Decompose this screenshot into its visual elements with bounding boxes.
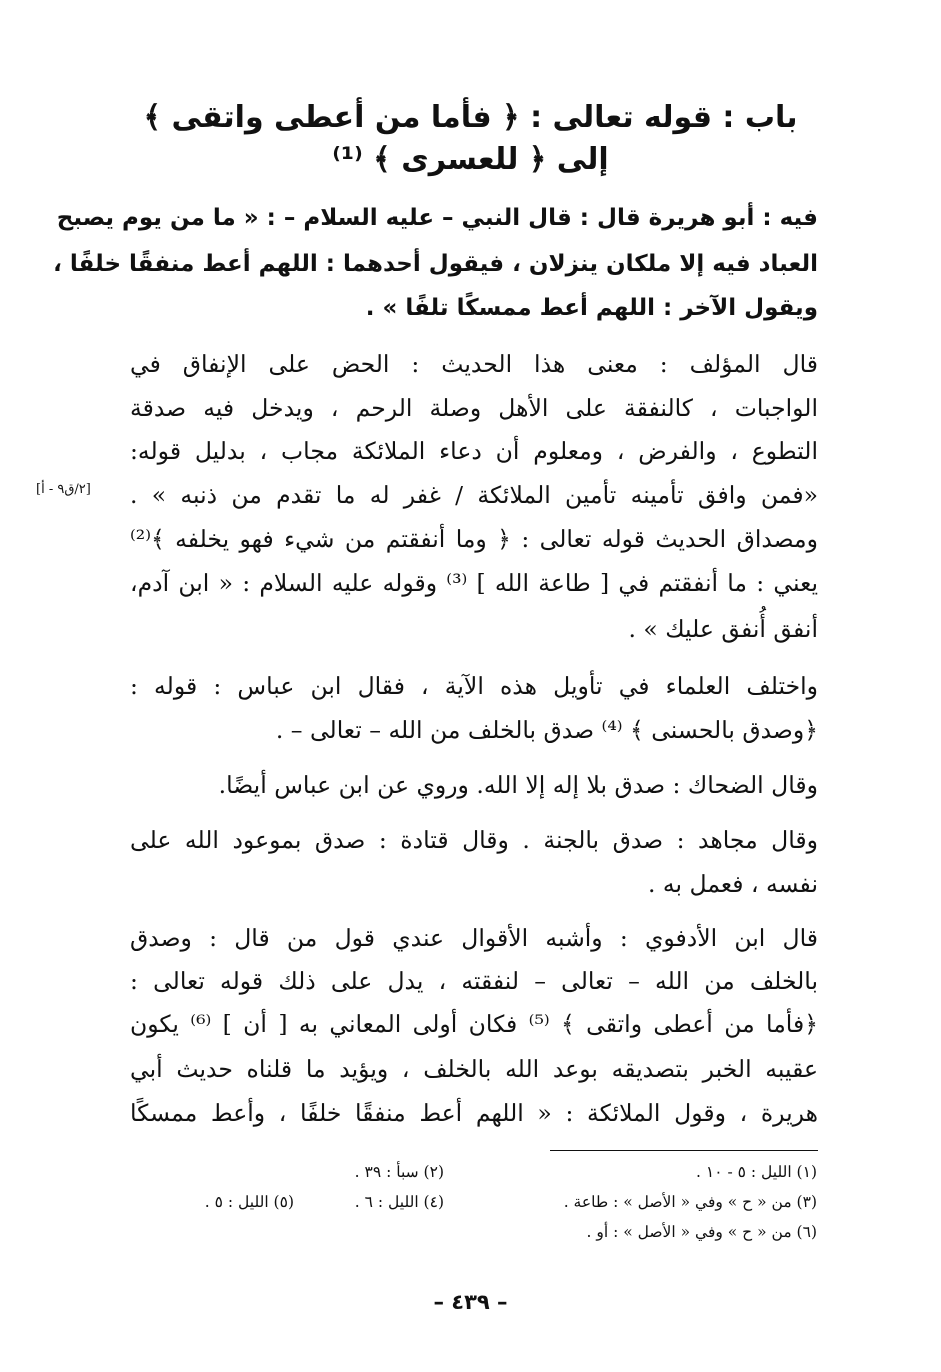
footnote-6: (٦) من « ح » وفي « الأصل » : أو .	[586, 1223, 817, 1241]
text-line-5: الواجبات ، كالنفقة على الأهل وصلة الرحم ، ويدخل فيه صدقة	[130, 394, 818, 422]
text-line-13: وقال الضحاك : صدق بلا إله إلا الله. وروي عن ابن عباس أيضًا.	[218, 771, 818, 799]
text-line-16: قال ابن الأدفوي : وأشبه الأقوال عندي قول من قال : وصدق	[130, 924, 818, 952]
text-line-8: ومصداق الحديث قوله تعالى : ﴿ وما أنفقتم من شيء فهو يخلفه ﴾⁽²⁾	[130, 525, 818, 553]
chapter-title-line-1: باب : قوله تعالى : ﴿ فأما من أعطى واتقى ﴾	[143, 100, 798, 135]
footnote-5: (٥) الليل : ٥ .	[204, 1193, 294, 1211]
footnote-1: (١) الليل : ٥ - ١٠ .	[696, 1163, 817, 1181]
hadith-line-1: فيه : أبو هريرة قال : قال النبي – عليه السلام – : « ما من يوم يصبح	[56, 205, 818, 231]
footnote-4: (٤) الليل : ٦ .	[354, 1193, 444, 1211]
text-line-4: قال المؤلف : معنى هذا الحديث : الحض على الإنفاق في	[130, 350, 818, 378]
text-line-15: نفسه ، فعمل به .	[647, 870, 818, 898]
hadith-line-2: العباد فيه إلا ملكان ينزلان ، فيقول أحدهما : اللهم أعط منفقًا خلفًا ،	[53, 251, 818, 277]
text-line-20: هريرة ، وقول الملائكة : « اللهم أعط منفقًا خلفًا ، وأعط ممسكًا	[130, 1099, 818, 1127]
footnote-separator	[550, 1150, 818, 1151]
text-line-14: وقال مجاهد : صدق بالجنة . وقال قتادة : صدق بموعود الله على	[130, 826, 818, 854]
chapter-title-line-2: إلى ﴿ للعسرى ﴾ ⁽¹⁾	[332, 142, 609, 177]
text-line-17: بالخلف من الله – تعالى – لنفقته ، يدل على ذلك قوله تعالى :	[130, 967, 818, 995]
text-line-9: يعني : ما أنفقتم في [ طاعة الله ] ⁽³⁾ وقوله عليه السلام : « ابن آدم،	[130, 569, 818, 597]
page-number: – ٤٣٩ –	[433, 1290, 508, 1314]
text-line-19: عقيبه الخبر بتصديقه بوعد الله بالخلف ، ويؤيد ما قلناه حديث أبي	[130, 1055, 818, 1083]
footnote-2: (٢) سبأ : ٣٩ .	[354, 1163, 444, 1181]
text-line-12: ﴿وصدق بالحسنى ﴾ ⁽⁴⁾ صدق بالخلف من الله – تعالى – .	[275, 716, 818, 744]
text-line-10: أنفق أُنفق عليك » .	[628, 615, 818, 643]
text-line-7: «فمن وافق تأمينه تأمين الملائكة / غفر له ما تقدم من ذنبه » .	[130, 481, 818, 509]
text-line-6: التطوع ، والفرض ، ومعلوم أن دعاء الملائكة مجاب ، بدليل قوله:	[130, 437, 818, 465]
hadith-line-3: ويقول الآخر : اللهم أعط ممسكًا تلفًا » .	[365, 295, 818, 321]
footnote-3: (٣) من « ح » وفي « الأصل » : طاعة .	[563, 1193, 817, 1211]
text-line-18: ﴿فأما من أعطى واتقى ﴾ ⁽⁵⁾ فكان أولى المعاني به [ أن ] ⁽⁶⁾ يكون	[130, 1010, 818, 1038]
manuscript-margin-note: [٢/ق٩ - أ]	[36, 482, 91, 497]
text-line-11: واختلف العلماء في تأويل هذه الآية ، فقال ابن عباس : قوله :	[130, 672, 818, 700]
